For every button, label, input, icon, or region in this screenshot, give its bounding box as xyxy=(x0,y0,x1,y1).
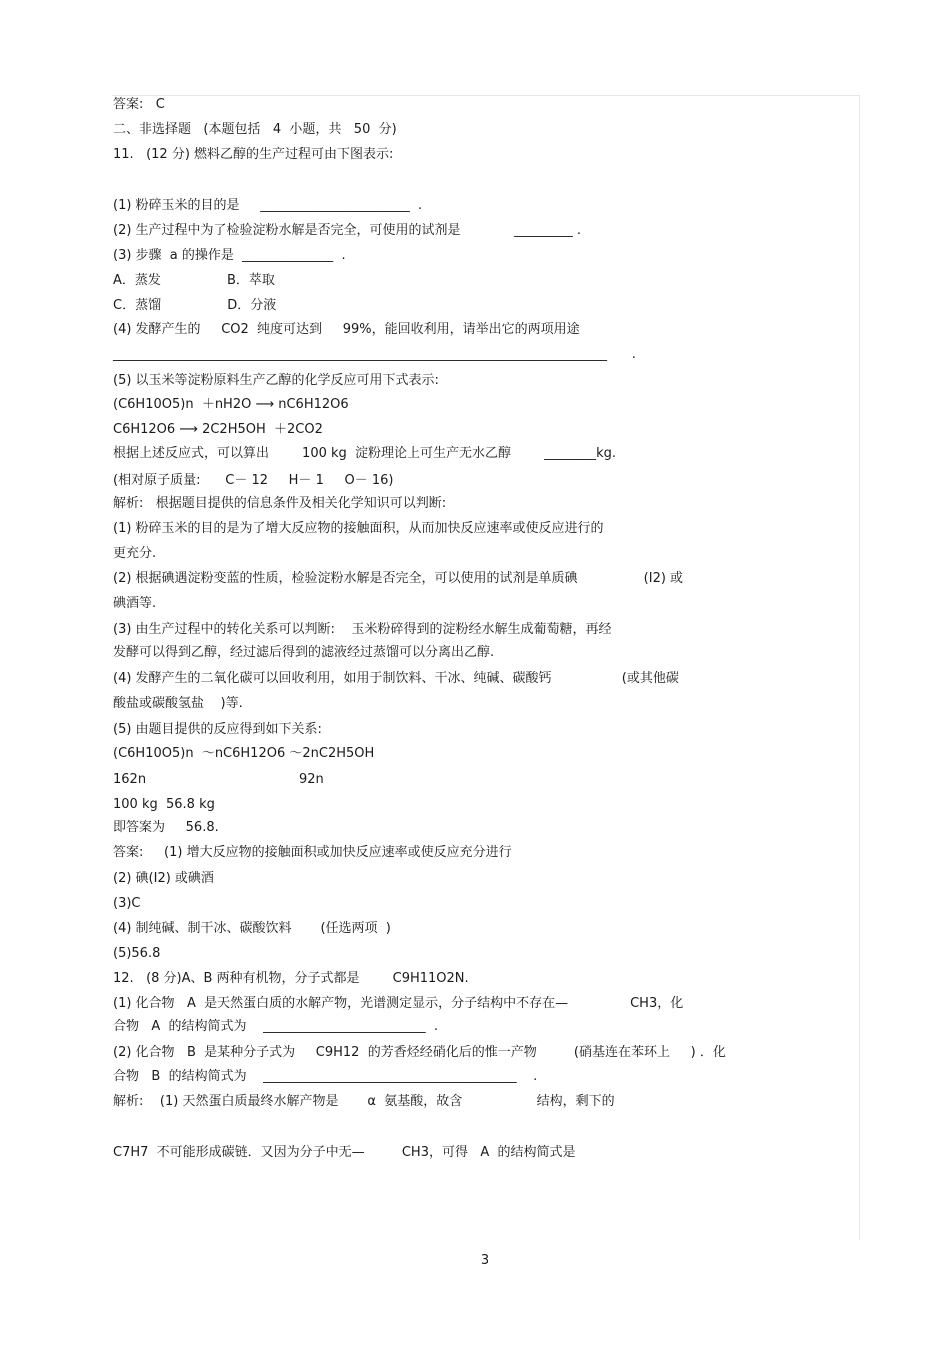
text-line: (5) 以玉米等淀粉原料生产乙醇的化学反应可用下式表示: xyxy=(113,373,439,388)
text-line: 根据上述反应式，可以算出 100 kg 淀粉理论上可生产无水乙醇 ________kg. xyxy=(113,446,617,461)
text-line: (4) 发酵产生的 CO2 纯度可达到 99%，能回收利用，请举出它的两项用途 xyxy=(113,322,580,337)
text-line: (3) 由生产过程中的转化关系可以判断: 玉米粉碎得到的淀粉经水解生成葡萄糖，再经 xyxy=(113,622,612,637)
text-line: (5)56.8 xyxy=(113,946,161,961)
text-line: (1) 化合物 A 是天然蛋白质的水解产物，光谱测定显示，分子结构中不存在— CH3，化 xyxy=(113,996,684,1011)
text-line: (1) 粉碎玉米的目的是为了增大反应物的接触面积，从而加快反应速率或使反应进行的 xyxy=(113,521,604,536)
text-line: C．蒸馏 D．分液 xyxy=(113,298,277,313)
text-line: (2) 碘(I2) 或碘酒 xyxy=(113,871,214,886)
text-line: 发酵可以得到乙醇，经过滤后得到的滤液经过蒸馏可以分离出乙醇. xyxy=(113,645,495,660)
text-line: (2) 化合物 B 是某种分子式为 C9H12 的芳香烃经硝化后的惟一产物 (硝基连在苯环上 ) ．化 xyxy=(113,1045,726,1060)
text-line: 合物 B 的结构简式为 _______________________________________ . xyxy=(113,1069,538,1084)
text-line: 12. (8 分)A、B 两种有机物，分子式都是 C9H11O2N. xyxy=(113,971,469,986)
page-border-top xyxy=(112,95,860,96)
text-line: 即答案为 56.8. xyxy=(113,820,219,835)
text-line: 答案: (1) 增大反应物的接触面积或加快反应速率或使反应充分进行 xyxy=(113,845,512,860)
text-line: 更充分. xyxy=(113,546,157,561)
text-line: 11. (12 分) 燃料乙醇的生产过程可由下图表示: xyxy=(113,147,394,162)
text-line: 合物 A 的结构简式为 _________________________ . xyxy=(113,1019,438,1034)
page-number: 3 xyxy=(480,1253,490,1268)
text-line: (1) 粉碎玉米的目的是 _______________________ . xyxy=(113,198,423,213)
text-line: 解析: (1) 天然蛋白质最终水解产物是 α 氨基酸，故含 结构，剩下的 xyxy=(113,1094,615,1109)
text-line: C6H12O6 ⟶ 2C2H5OH ＋2CO2 xyxy=(113,422,323,437)
text-line: 二、非选择题 (本题包括 4 小题，共 50 分) xyxy=(113,122,397,137)
text-line: 162n 92n xyxy=(113,772,324,787)
text-line: ____________________________________________________________________________ . xyxy=(113,347,636,362)
text-line: 酸盐或碳酸氢盐 )等. xyxy=(113,696,243,711)
text-line: 100 kg 56.8 kg xyxy=(113,797,215,812)
text-line: (5) 由题目提供的反应得到如下关系: xyxy=(113,722,322,737)
text-line: (C6H10O5)n ～nC6H12O6 ～2nC2H5OH xyxy=(113,746,375,761)
text-line: (2) 根据碘遇淀粉变蓝的性质，检验淀粉水解是否完全，可以使用的试剂是单质碘 (I2) 或 xyxy=(113,571,684,586)
text-line: (相对原子质量: C－ 12 H－ 1 O－ 16) xyxy=(113,473,394,488)
text-line: C7H7 不可能形成碳链．又因为分子中无— CH3，可得 A 的结构简式是 xyxy=(113,1145,576,1160)
text-line: (4) 制纯碱、制干冰、碳酸饮料 (任选两项 ) xyxy=(113,921,391,936)
text-line: (3) 步骤 a 的操作是 ______________ . xyxy=(113,248,346,263)
text-line: (2) 生产过程中为了检验淀粉水解是否完全，可使用的试剂是 _________ . xyxy=(113,223,582,238)
text-line: (3)C xyxy=(113,896,141,911)
text-line: A．蒸发 B．萃取 xyxy=(113,273,275,288)
text-line: (C6H10O5)n ＋nH2O ⟶ nC6H12O6 xyxy=(113,397,349,412)
text-line: 碘酒等. xyxy=(113,596,157,611)
text-line: 解析: 根据题目提供的信息条件及相关化学知识可以判断: xyxy=(113,496,447,511)
text-line: (4) 发酵产生的二氧化碳可以回收利用，如用于制饮料、干冰、纯碱、碳酸钙 (或其他碳 xyxy=(113,671,679,686)
text-line: 答案: C xyxy=(113,97,165,112)
page-border-right xyxy=(859,95,860,1240)
